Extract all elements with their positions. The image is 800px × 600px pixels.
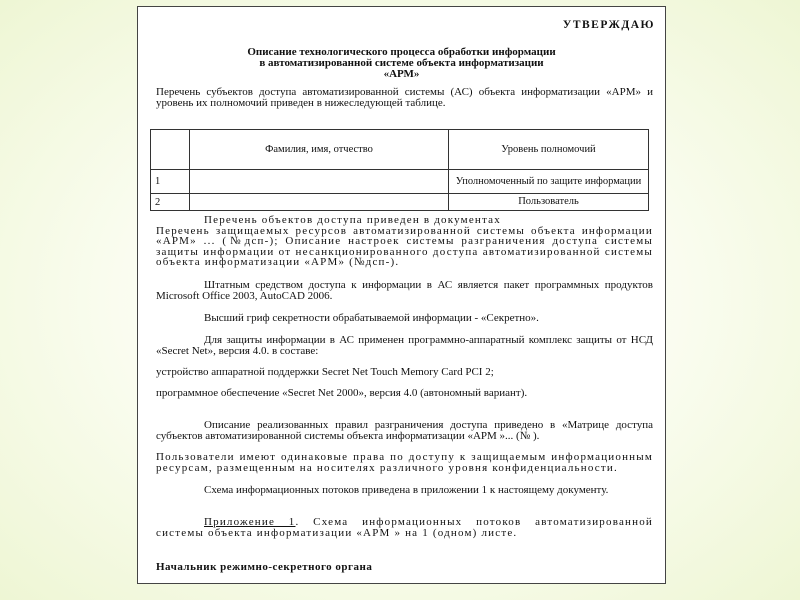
objects-text: Перечень защищаемых ресурсов автоматизированной системы объекта информации «АРМ» ... (№дсп-); Описание настроек системы разграничения доступа системы защиты информации от несанкционированного доступа автоматизированной системы объекта информатизации «АРМ» (№дсп-).: [156, 224, 653, 268]
row-level-cell: Пользователь: [449, 194, 649, 211]
title-line-3: «АРМ»: [383, 68, 420, 80]
title-line-2: в автоматизированной системе объекта информатизации: [259, 57, 544, 69]
header-level-cell: Уровень полномочий: [449, 130, 649, 170]
software-paragraph: программное обеспечение «Secret Net 2000», версия 4.0 (автономный вариант).: [156, 387, 528, 399]
document-title: [158, 47, 645, 80]
row-num-cell: 2: [151, 194, 190, 211]
row-level-cell: Уполномоченный по защите информации: [449, 170, 649, 194]
standard-tools-paragraph: Штатным средством доступа к информации в АС является пакет программных продуктов Microsoft Office 2003, AutoCAD 2006.: [156, 279, 653, 302]
header-num-cell: [151, 130, 190, 170]
intro-paragraph: Перечень субъектов доступа автоматизированной системы (АС) объекта информатизации «АРМ» и уровень их полномочий приведен в нижеследующей таблице.: [156, 86, 653, 109]
row-num-cell: 1: [151, 170, 190, 194]
subjects-table: [150, 129, 649, 211]
table-row: [151, 170, 649, 194]
header-name-cell: Фамилия, имя, отчество: [190, 130, 449, 170]
document-page: [137, 6, 666, 584]
device-paragraph: устройство аппаратной поддержки Secret Net Touch Memory Card PCI 2;: [156, 366, 494, 378]
protection-paragraph: Для защиты информации в АС применен программно-аппаратный комплекс защиты от НСД «Secret Net», версия 4.0. в составе:: [156, 334, 653, 357]
row-name-cell: [190, 194, 449, 211]
secrecy-paragraph: Высший гриф секретности обрабатываемой информации - «Секретно».: [204, 312, 539, 324]
table-row: [151, 194, 649, 211]
equal-rights-paragraph: Пользователи имеют одинаковые права по доступу к защищаемым информационным ресурсам, размещенным на носителях различного уровня конфиденциальности.: [156, 451, 653, 474]
appendix-text: . Схема информационных потоков автоматизированной системы объекта информатизации «АРМ » на 1 (одном) листе.: [156, 516, 653, 539]
approve-stamp: УТВЕРЖДАЮ: [562, 19, 655, 31]
title-line-1: Описание технологического процесса обработки информации: [247, 46, 556, 58]
appendix-paragraph: [156, 517, 653, 538]
objects-heading: Перечень объектов доступа приведен в документах: [204, 214, 501, 226]
flows-paragraph: Схема информационных потоков приведена в приложении 1 к настоящему документу.: [204, 484, 609, 496]
signature-line: Начальник режимно-секретного органа: [156, 561, 373, 573]
table-header-row: [151, 130, 649, 170]
objects-section: [156, 215, 653, 268]
appendix-label: Приложение 1: [204, 516, 296, 528]
rules-paragraph: Описание реализованных правил разграничения доступа приведено в «Матрице доступа субъектов автоматизированной системы объекта информатизации «АРМ »... (№ ).: [156, 419, 653, 442]
row-name-cell: [190, 170, 449, 194]
